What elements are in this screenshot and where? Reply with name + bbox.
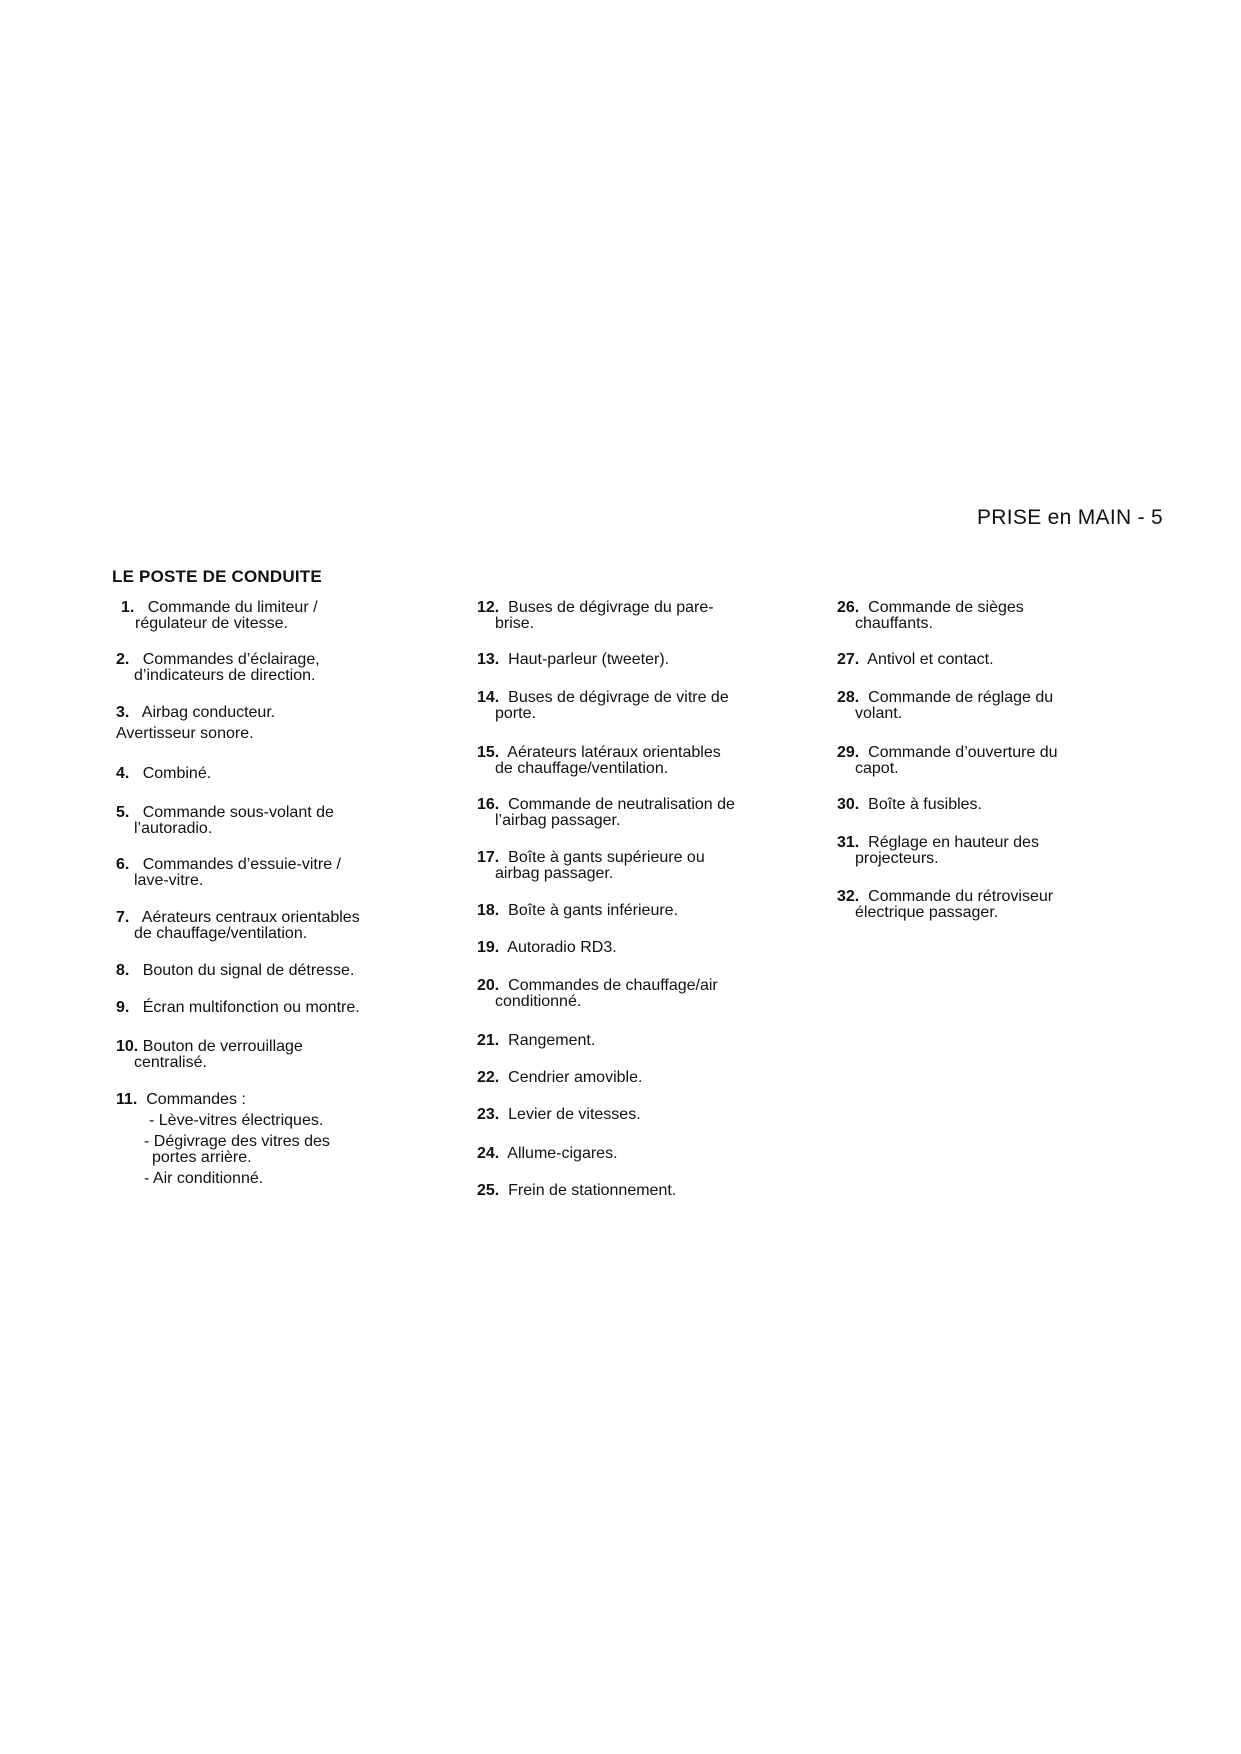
item-text: Antivol et contact. bbox=[867, 651, 994, 668]
item-number: 3. bbox=[116, 704, 130, 721]
item-text: Boîte à fusibles. bbox=[868, 796, 982, 813]
item-number: 29. bbox=[837, 744, 860, 761]
item-text-cont: airbag passager. bbox=[495, 865, 614, 882]
list-item bbox=[477, 797, 735, 829]
item-number: 24. bbox=[477, 1145, 500, 1162]
item-text-cont: brise. bbox=[495, 615, 535, 632]
item-number: 32. bbox=[837, 888, 860, 905]
list-item bbox=[477, 652, 669, 668]
list-item bbox=[116, 766, 211, 782]
item-text: Cendrier amovible. bbox=[508, 1069, 643, 1086]
item-number: 14. bbox=[477, 689, 500, 706]
list-item bbox=[116, 805, 334, 837]
item-text-cont: conditionné. bbox=[495, 993, 582, 1010]
item-number: 11. bbox=[116, 1091, 138, 1108]
item-number: 31. bbox=[837, 834, 860, 851]
list-item bbox=[116, 857, 341, 889]
list-item bbox=[837, 600, 1024, 632]
list-item bbox=[837, 889, 1053, 921]
page-header-title: PRISE en MAIN - 5 bbox=[977, 506, 1163, 529]
item-text-cont: électrique passager. bbox=[855, 904, 999, 921]
item-text: Commandes de chauffage/air bbox=[508, 977, 718, 994]
item-text-cont: l’autoradio. bbox=[134, 820, 213, 837]
item-text: Allume-cigares. bbox=[507, 1145, 618, 1162]
item-number: 10. bbox=[116, 1038, 139, 1055]
item-text: Buses de dégivrage de vitre de bbox=[508, 689, 729, 706]
item-number: 7. bbox=[116, 909, 130, 926]
item-number: 30. bbox=[837, 796, 860, 813]
item-number: 8. bbox=[116, 962, 130, 979]
item-number: 25. bbox=[477, 1182, 500, 1199]
item-text: Haut-parleur (tweeter). bbox=[508, 651, 670, 668]
list-item bbox=[121, 600, 318, 632]
item-text: Commandes d’essuie-vitre / bbox=[142, 856, 341, 873]
list-item bbox=[116, 652, 320, 684]
list-item bbox=[116, 705, 275, 742]
item-number: 27. bbox=[837, 651, 860, 668]
item-number: 19. bbox=[477, 939, 500, 956]
list-item bbox=[477, 745, 721, 777]
list-item bbox=[477, 1070, 642, 1086]
item-text: Boîte à gants inférieure. bbox=[508, 902, 679, 919]
item-text: Combiné. bbox=[142, 765, 212, 782]
list-item bbox=[116, 1039, 303, 1071]
item-text: Commande du rétroviseur bbox=[868, 888, 1054, 905]
item-text-cont: de chauffage/ventilation. bbox=[134, 925, 308, 942]
list-item bbox=[477, 850, 705, 882]
item-text-cont: régulateur de vitesse. bbox=[135, 615, 288, 632]
item-text: Commandes : bbox=[146, 1091, 246, 1108]
item-text-cont: capot. bbox=[855, 760, 899, 777]
item-text-cont: volant. bbox=[855, 705, 903, 722]
item-text: Commande sous-volant de bbox=[142, 804, 334, 821]
item-text: Commandes d’éclairage, bbox=[142, 651, 320, 668]
item-number: 17. bbox=[477, 849, 500, 866]
item-number: 9. bbox=[116, 999, 130, 1016]
item-number: 18. bbox=[477, 902, 500, 919]
sub-item: portes arrière. bbox=[152, 1149, 252, 1166]
list-item bbox=[477, 600, 714, 632]
item-text: Autoradio RD3. bbox=[507, 939, 617, 956]
item-text: Airbag conducteur. bbox=[141, 704, 276, 721]
item-text-cont: d’indicateurs de direction. bbox=[134, 667, 316, 684]
list-item bbox=[837, 797, 982, 813]
item-number: 12. bbox=[477, 599, 500, 616]
item-text: Buses de dégivrage du pare- bbox=[508, 599, 714, 616]
list-item bbox=[477, 903, 678, 919]
list-item bbox=[837, 690, 1053, 722]
item-text: Aérateurs latéraux orientables bbox=[507, 744, 721, 761]
item-text: Levier de vitesses. bbox=[508, 1106, 641, 1123]
section-title: LE POSTE DE CONDUITE bbox=[112, 567, 322, 586]
list-item bbox=[837, 835, 1039, 867]
list-item bbox=[116, 963, 354, 979]
item-text-cont: centralisé. bbox=[134, 1054, 207, 1071]
item-text-cont: projecteurs. bbox=[855, 850, 939, 867]
item-number: 15. bbox=[477, 744, 500, 761]
item-text-cont: lave-vitre. bbox=[134, 872, 204, 889]
list-item bbox=[477, 1107, 641, 1123]
item-number: 20. bbox=[477, 977, 500, 994]
item-number: 13. bbox=[477, 651, 500, 668]
list-item bbox=[477, 690, 729, 722]
item-text-cont: chauffants. bbox=[855, 615, 933, 632]
item-text: Bouton du signal de détresse. bbox=[142, 962, 355, 979]
item-text: Frein de stationnement. bbox=[508, 1182, 677, 1199]
sub-item: - Air conditionné. bbox=[144, 1170, 264, 1187]
list-item bbox=[837, 745, 1058, 777]
sub-item: - Dégivrage des vitres des bbox=[144, 1133, 330, 1150]
item-text: Commande d’ouverture du bbox=[868, 744, 1058, 761]
item-text: Commande de réglage du bbox=[868, 689, 1054, 706]
item-text-cont: de chauffage/ventilation. bbox=[495, 760, 669, 777]
item-text: Réglage en hauteur des bbox=[868, 834, 1039, 851]
list-item bbox=[477, 1146, 618, 1162]
item-number: 22. bbox=[477, 1069, 500, 1086]
item-text: Commande de neutralisation de bbox=[508, 796, 735, 813]
list-item bbox=[837, 652, 994, 668]
item-text: Aérateurs centraux orientables bbox=[141, 909, 360, 926]
list-item bbox=[477, 1183, 676, 1199]
item-number: 1. bbox=[121, 599, 135, 616]
list-item bbox=[477, 940, 617, 956]
item-number: 4. bbox=[116, 765, 130, 782]
item-text-cont: porte. bbox=[495, 705, 536, 722]
list-item bbox=[477, 1033, 595, 1049]
list-item bbox=[477, 978, 718, 1010]
list-item bbox=[116, 1000, 360, 1016]
item-number: 21. bbox=[477, 1032, 500, 1049]
item-number: 6. bbox=[116, 856, 130, 873]
item-text-cont: Avertisseur sonore. bbox=[116, 725, 254, 742]
item-text: Écran multifonction ou montre. bbox=[142, 999, 360, 1016]
item-number: 16. bbox=[477, 796, 500, 813]
list-item bbox=[116, 910, 360, 942]
item-text: Boîte à gants supérieure ou bbox=[508, 849, 705, 866]
item-number: 26. bbox=[837, 599, 860, 616]
sub-item: - Lève-vitres électriques. bbox=[149, 1112, 324, 1129]
item-number: 2. bbox=[116, 651, 130, 668]
item-text: Commande de sièges bbox=[868, 599, 1024, 616]
item-text: Bouton de verrouillage bbox=[142, 1038, 303, 1055]
item-text: Rangement. bbox=[508, 1032, 596, 1049]
item-text: Commande du limiteur / bbox=[147, 599, 318, 616]
item-number: 23. bbox=[477, 1106, 500, 1123]
item-number: 5. bbox=[116, 804, 130, 821]
item-text-cont: l’airbag passager. bbox=[495, 812, 621, 829]
item-number: 28. bbox=[837, 689, 860, 706]
list-item bbox=[116, 1092, 246, 1108]
